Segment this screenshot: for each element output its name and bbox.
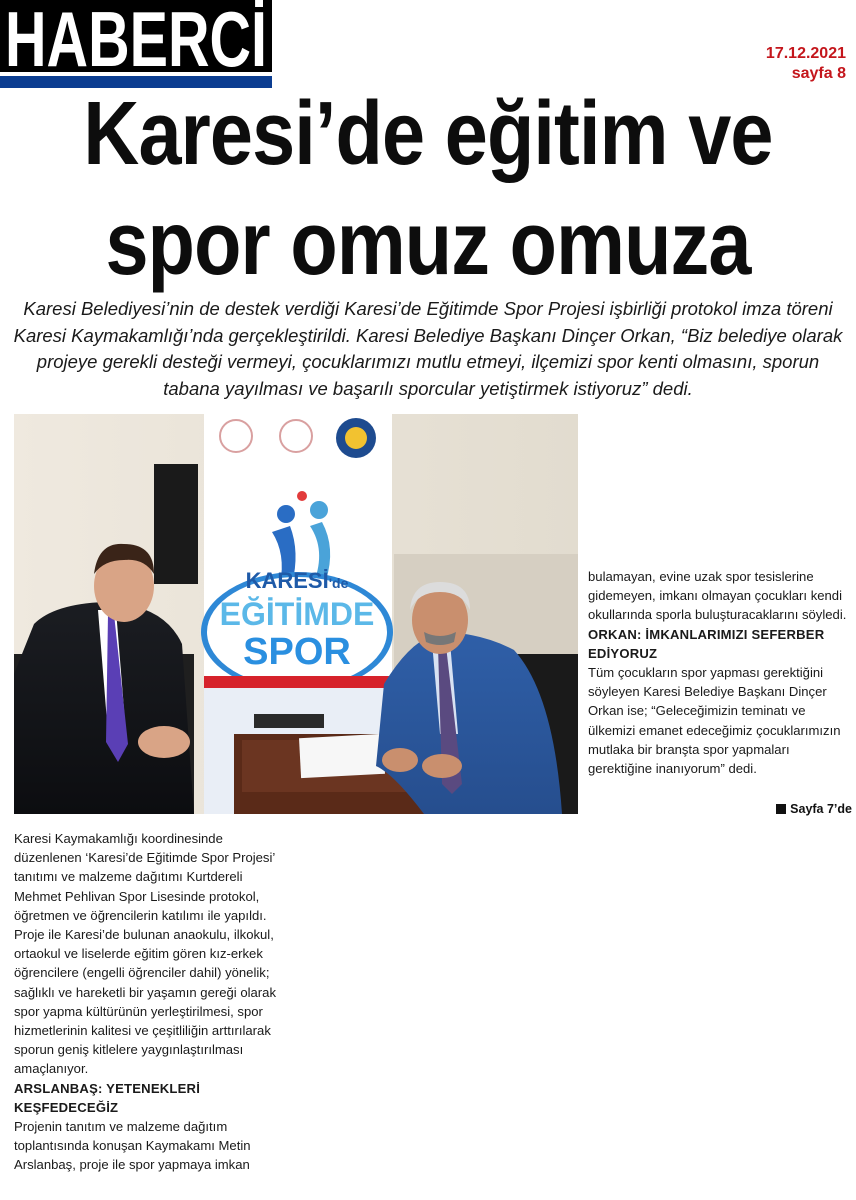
right-column bbox=[588, 567, 850, 778]
right-paragraph-2: Tüm çocukların spor yapması gerektiğini söyleyen Karesi Belediye Başkanı Dinçer Orkan ise; “Geleceğimizin teminatı ve ülkemizi emanet edeceğimiz çocuklarımızın mutlaka bir branşta spor yapmaları gerektiğine inanıyorum” dedi. bbox=[588, 665, 841, 777]
right-paragraph-1: bulamayan, evine uzak spor tesislerine gidemeyen, imkanı olmayan çocukları kendi okullarında sporla buluşturacaklarını söyledi. bbox=[588, 569, 847, 623]
left-paragraph-3: Projenin tanıtım ve malzeme dağıtım toplantısında konuşan Kaymakamı Metin Arslanbaş, proje ile spor yapmaya imkan bbox=[14, 1119, 251, 1173]
right-subheading: ORKAN: İMKANLARIMIZI SEFERBER EDİYORUZ bbox=[588, 626, 825, 661]
logo-text: HABERCİ bbox=[5, 0, 267, 83]
issue-info bbox=[766, 44, 846, 84]
article-photo bbox=[14, 414, 578, 814]
issue-page: sayfa 8 bbox=[791, 65, 846, 82]
lead-paragraph: Karesi Belediyesi’nin de destek verdiği Karesi’de Eğitimde Spor Projesi işbirliği protokol imza töreni Karesi Kaymakamlığı’nda gerçekleştirildi. Karesi Belediye Başkanı Dinçer Orkan, “Biz belediye olarak projeye gerekli desteği vermeyi, çocuklarımızı mutlu etmeyi, ilçemizi spor kenti olmasını, sporun tabana yayılması ve başarılı sporcular yetiştirmek istiyoruz” dedi. bbox=[13, 298, 843, 399]
banner-text-spor: SPOR bbox=[243, 631, 351, 673]
headline-line-1: Karesi’de eğitim ve bbox=[83, 84, 773, 184]
left-paragraph-2: Proje ile Karesi’de bulunan anaokulu, ilkokul, ortaokul ve liselerde eğitim gören kız-erkek öğrencilere (engelli öğrenciler dahil) yönelik; sağlıklı ve hareketli bir yaşamın gereği olarak spor yapma kültürünün yerleştirilmesi, spor hizmetlerinin kalitesi ve çeşitliliğin arttırılarak sporun geniş kitlelere yaygınlaştırılması amaçlanıyor. bbox=[14, 927, 276, 1077]
left-paragraph-1: Karesi Kaymakamlığı koordinesinde düzenlenen ‘Karesi’de Eğitimde Spor Projesi’ tanıtımı ve malzeme dağıtımı Kurtdereli Mehmet Pehlivan Spor Lisesinde protokol, öğretmen ve öğrencilerin katılımı ile yapıldı. bbox=[14, 831, 275, 923]
issue-date: 17.12.2021 bbox=[765, 45, 846, 62]
continued-label: Sayfa 7’de bbox=[790, 802, 852, 816]
banner-text-egitimde: EĞİTİMDE bbox=[219, 596, 375, 632]
left-column bbox=[14, 829, 286, 1175]
haberci-logo bbox=[0, 0, 272, 88]
square-bullet-icon bbox=[776, 804, 786, 814]
headline-line-2: spor omuz omuza bbox=[105, 194, 751, 294]
continued-on-page bbox=[776, 802, 852, 816]
left-subheading: ARSLANBAŞ: YETENEKLERİ KEŞFEDECEĞİZ bbox=[14, 1080, 201, 1115]
banner-text-karesi: KARESİ'de bbox=[245, 568, 349, 593]
